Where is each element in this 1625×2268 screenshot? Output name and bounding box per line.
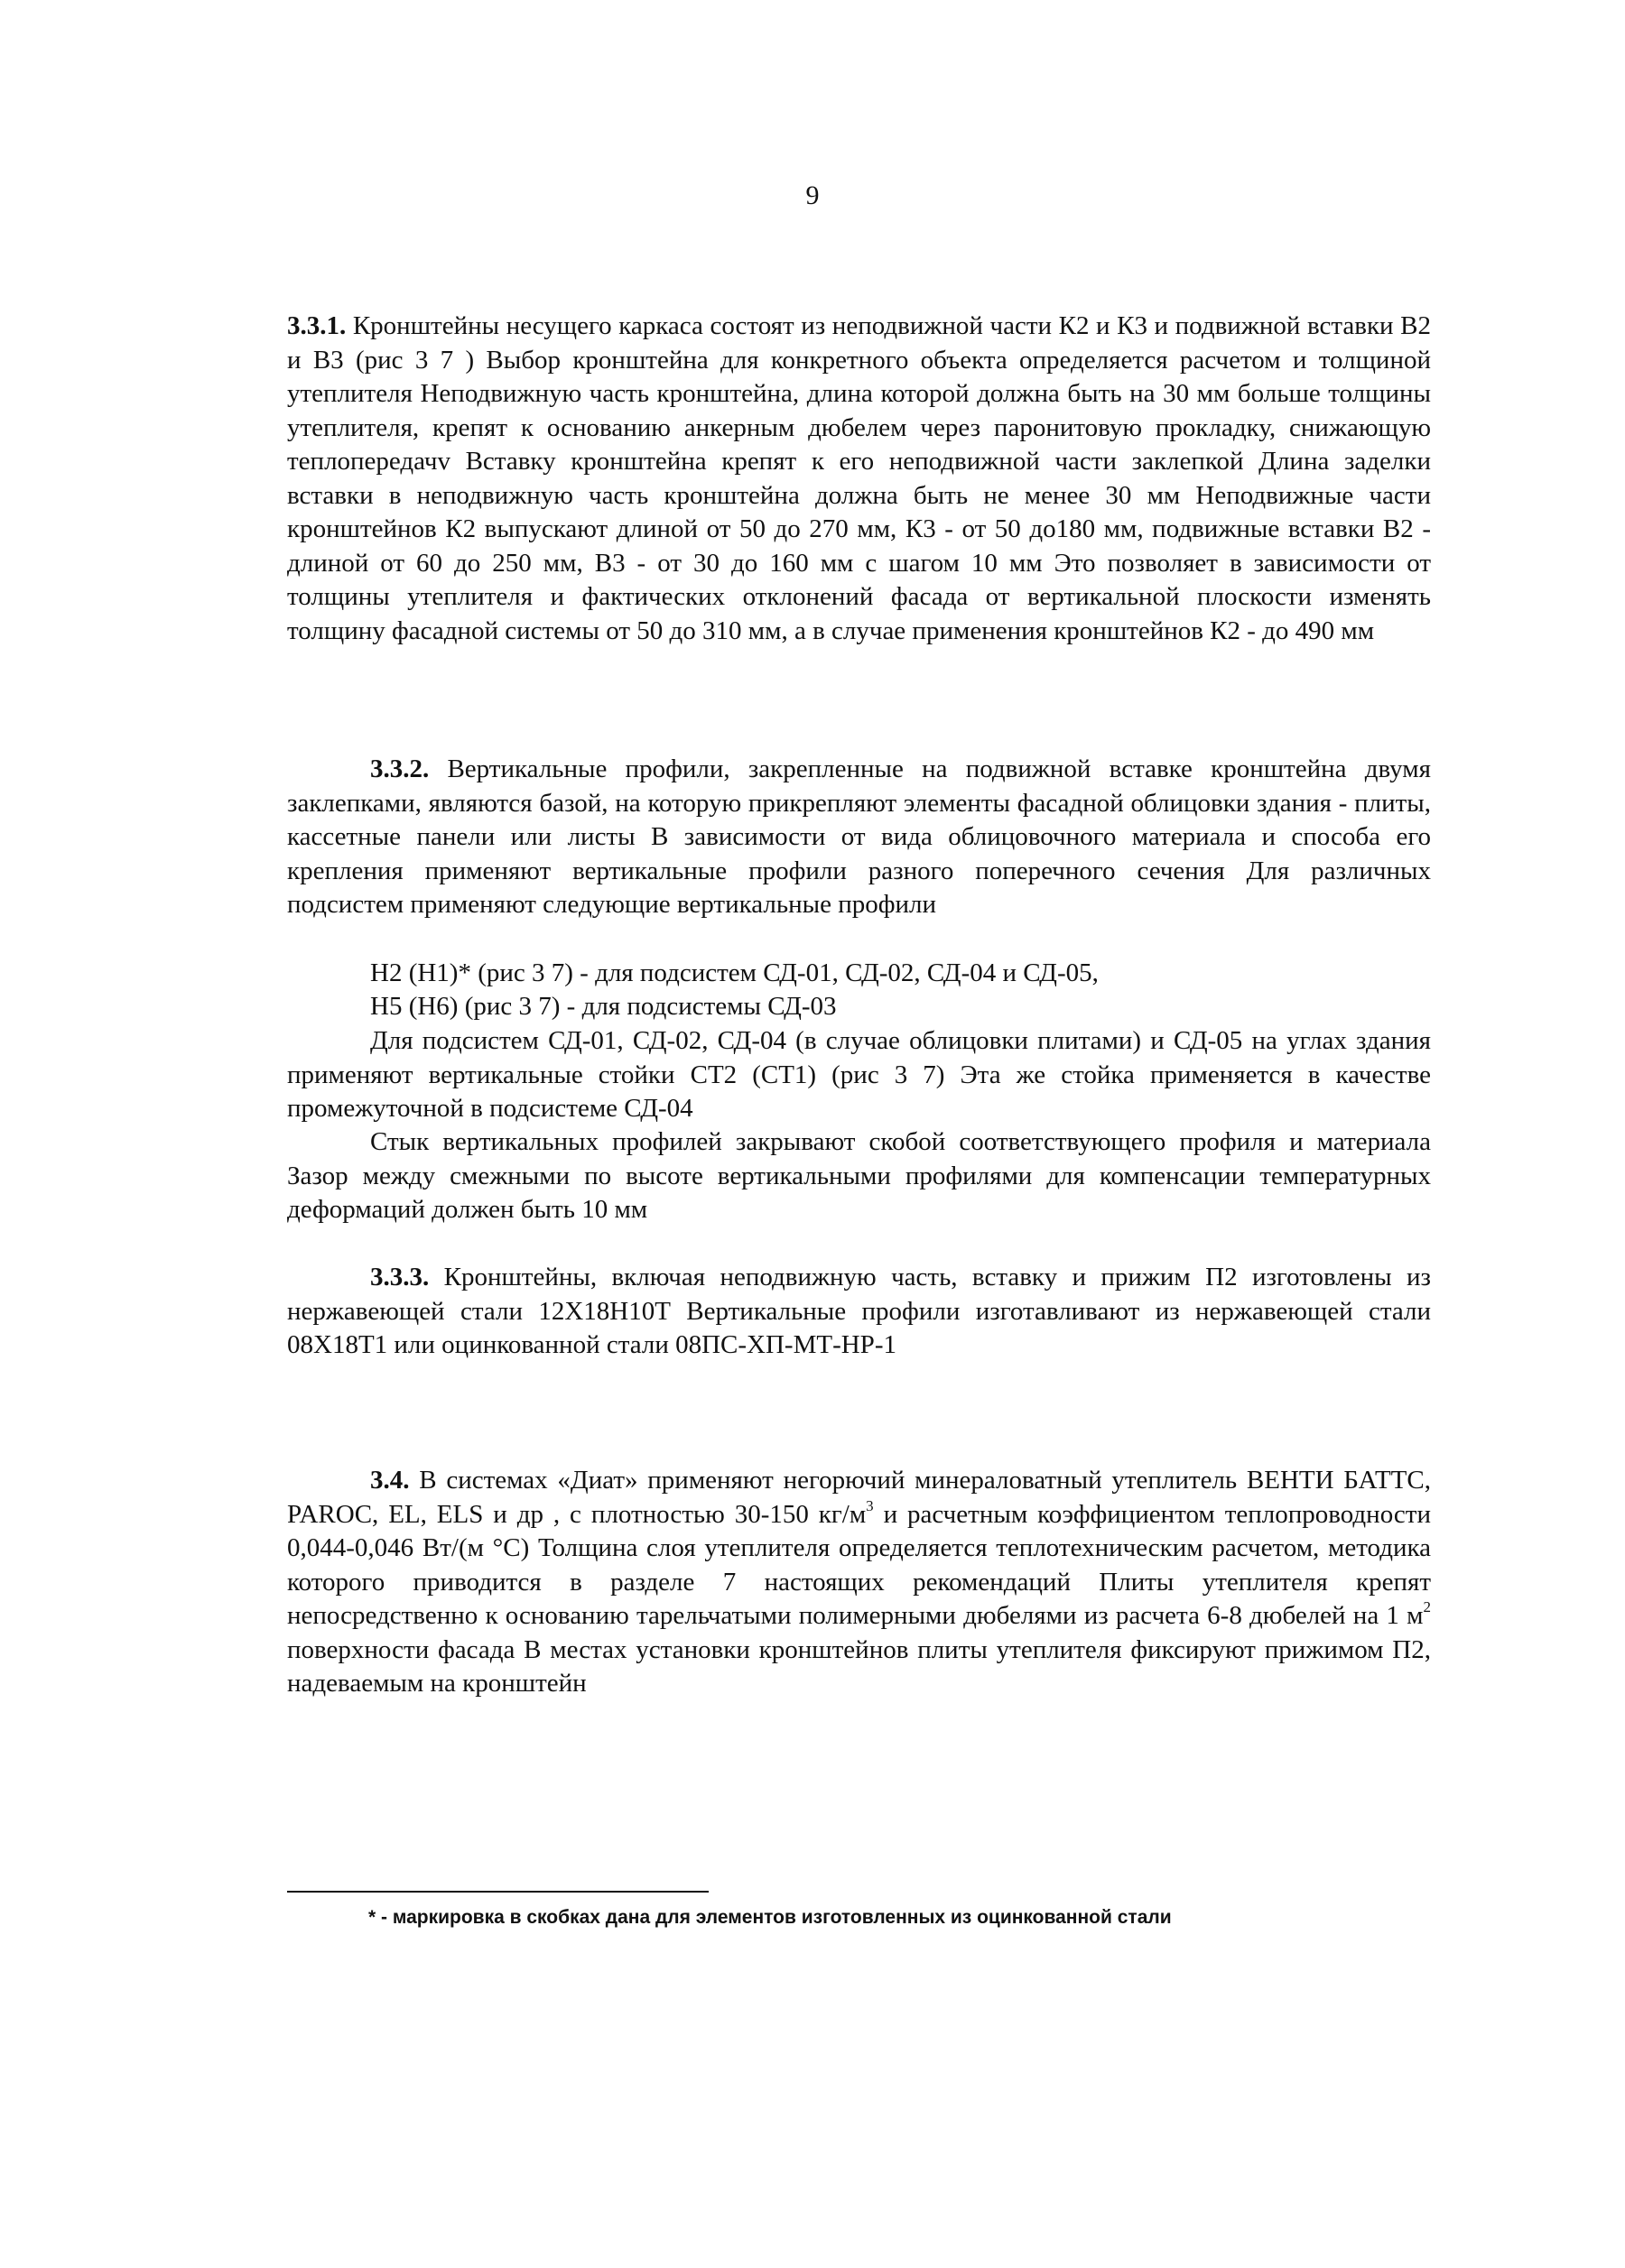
paragraph-corner-posts: Для подсистем СД-01, СД-02, СД-04 (в случае облицовки плитами) и СД-05 на углах здания применяют вертикальные стойки СТ2 (СТ1) (рис 3 7) Эта же стойка применяется в качестве промежуточной в подсистеме СД-04 [287, 1026, 1431, 1123]
paragraph-3-4 [287, 1464, 1431, 1701]
section-number: 3.4. [370, 1466, 410, 1495]
footnote: * - маркировка в скобках дана для элементов изготовленных из оцинкованной стали [368, 1907, 1172, 1928]
profile-list-item: Н2 (Н1)* (рис 3 7) - для подсистем СД-01, СД-02, СД-04 и СД-05, [370, 958, 1099, 987]
footnote-divider [287, 1891, 709, 1893]
superscript: 3 [866, 1496, 874, 1514]
paragraph-3-3-2 [287, 753, 1431, 922]
paragraph-text: Кронштейны, включая неподвижную часть, вставку и прижим П2 изготовлены из нержавеющей стали 12Х18Н10Т Вертикальные профили изготавливают из нержавеющей стали 08Х18Т1 или оцинкованной стали 08ПС-ХП-МТ-НР-1 [287, 1263, 1431, 1359]
paragraph-3-3-3 [287, 1261, 1431, 1363]
paragraph-text: В системах «Диат» применяют негорючий минераловатный утеплитель ВЕНТИ БАТТС, PAROC, EL, ELS и др , с плотностью 30-150 кг/м [287, 1466, 1431, 1529]
paragraph-text: Кронштейны несущего каркаса состоят из неподвижной части К2 и К3 и подвижной вставки В2 и В3 (рис 3 7 ) Выбор кронштейна для конкретного объекта определяется расчетом и толщиной утеплителя Неподвижную часть кронштейна, длина которой должна быть на 30 мм больше толщины утеплителя, крепят к основанию анкерным дюбелем через паронитовую прокладку, снижающую теплопередачv Вставку кронштейна крепят к его неподвижной части заклепкой Длина заделки вставки в неподвижную часть кронштейна должна быть не менее 30 мм Неподвижные части кронштейнов К2 выпускают длиной от 50 до 270 мм, К3 - от 50 до180 мм, подвижные вставки В2 - длиной от 60 до 250 мм, В3 - от 30 до 160 мм с шагом 10 мм Это позволяет в зависимости от толщины утеплителя и фактических отклонений фасада от вертикальной плоскости изменять толщину фасадной системы от 50 до 310 мм, а в случае применения кронштейнов К2 - до 490 мм [287, 311, 1431, 645]
page-number: 9 [805, 181, 820, 210]
paragraph-text: Вертикальные профили, закрепленные на подвижной вставке кронштейна двумя заклепками, являются базой, на которую прикрепляют элементы фасадной облицовки здания - плиты, кассетные панели или листы В зависимости от вида облицовочного материала и способа его крепления применяют вертикальные профили разного поперечного сечения Для различных подсистем применяют следующие вертикальные профили [287, 754, 1431, 919]
section-number: 3.3.3. [370, 1263, 430, 1291]
section-number: 3.3.2. [370, 754, 430, 783]
paragraph-text: поверхности фасада В местах установки кронштейнов плиты утеплителя фиксируют прижимом П2, надеваемым на кронштейн [287, 1634, 1431, 1698]
profile-list-item: Н5 (Н6) (рис 3 7) - для подсистемы СД-03 [370, 992, 837, 1021]
paragraph-text: и расчетным коэффициентом теплопроводности 0,044-0,046 Вт/(м °С) Толщина слоя утеплителя определяется теплотехническим расчетом, методика которого приводится в разделе 7 настоящих рекомендаций Плиты утеплителя крепят непосредственно к основанию тарельчатыми полимерными дюбелями из расчета 6-8 дюбелей на 1 м [287, 1499, 1431, 1630]
section-number: 3.3.1. [287, 311, 347, 340]
paragraph-3-3-1 [287, 310, 1431, 648]
superscript: 2 [1423, 1598, 1431, 1616]
paragraph-profile-joint: Стык вертикальных профилей закрывают скобой соответствующего профиля и материала Зазор между смежными по высоте вертикальными профилями для компенсации температурных деформаций должен быть 10 мм [287, 1127, 1431, 1224]
